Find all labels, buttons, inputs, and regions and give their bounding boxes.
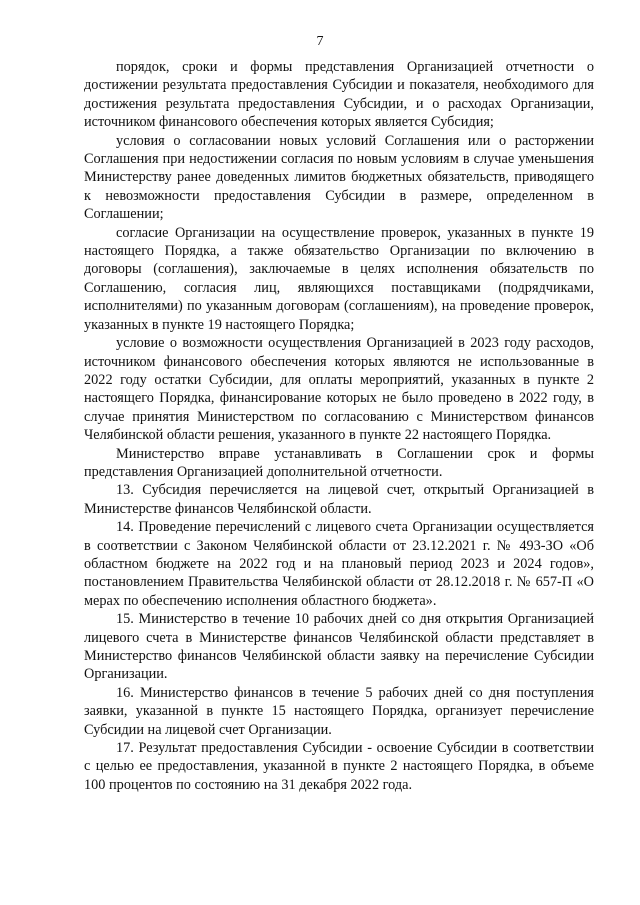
paragraph-clause-17: 17. Результат предоставления Субсидии - освоение Субсидии в соответствии с целью ее предоставления, указанной в пункте 2 настоящего Порядка, в объеме 100 процентов по состоянию на 31 декабря 2022 года. (84, 740, 594, 793)
paragraph-2023-expenses: условие о возможности осуществления Организацией в 2023 году расходов, источником финансового обеспечения которых являются не использованные в 2022 году остатки Субсидии, для оплаты мероприятий, указанных в пункте 2 настоящего Порядка, финансирование которых не было проведено в 2022 году, в случае принятия Министерством по согласованию с Министерством финансов Челябинской области решения, указанного в пункте 22 настоящего Порядка. (84, 335, 594, 444)
paragraph-clause-14: 14. Проведение перечислений с лицевого счета Организации осуществляется в соответствии с Законом Челябинской области от 23.12.2021 г. № 493-ЗО «Об областном бюджете на 2022 год и на плановый период 2023 и 2024 годов», постановлением Правительства Челябинской области от 28.12.2018 г. № 657-П «О мерах по обеспечению исполнения областного бюджета». (84, 519, 594, 609)
document-body (84, 58, 594, 794)
paragraph-clause-13: 13. Субсидия перечисляется на лицевой счет, открытый Организацией в Министерстве финансов Челябинской области. (84, 482, 594, 517)
paragraph-inspection-consent: согласие Организации на осуществление проверок, указанных в пункте 19 настоящего Порядка, а также обязательство Организации по включению в договоры (соглашения), заключаемые в целях исполнения обязательств по Соглашению, согласия лиц, являющихся поставщиками (подрядчиками, исполнителями) по указанным договорам (соглашениям), на проведение проверок, указанных в пункте 19 настоящего Порядка; (84, 224, 594, 333)
paragraph-reporting-terms: порядок, сроки и формы представления Организацией отчетности о достижении результата предоставления Субсидии и показателя, необходимого для достижения результата предоставления Субсидии, и о расходах Организации, источником финансового обеспечения которых является Субсидия; (84, 59, 594, 131)
paragraph-clause-15: 15. Министерство в течение 10 рабочих дней со дня открытия Организацией лицевого счета в Министерстве финансов Челябинской области представляет в Министерство финансов Челябинской области заявку на перечисление Субсидии Организации. (84, 611, 594, 683)
paragraph-additional-reporting: Министерство вправе устанавливать в Соглашении срок и формы представления Организацией дополнительной отчетности. (84, 445, 594, 480)
page-number: 7 (316, 34, 324, 49)
paragraph-clause-16: 16. Министерство финансов в течение 5 рабочих дней со дня поступления заявки, указанной в пункте 15 настоящего Порядка, организует перечисление Субсидии на лицевой счет Организации. (84, 684, 594, 738)
paragraph-agreement-termination: условия о согласовании новых условий Соглашения или о расторжении Соглашения при недостижении согласия по новым условиям в случае уменьшения Министерству ранее доведенных лимитов бюджетных обязательств, приводящего к невозможности предоставления Субсидии в размере, определенном в Соглашении; (84, 132, 594, 223)
